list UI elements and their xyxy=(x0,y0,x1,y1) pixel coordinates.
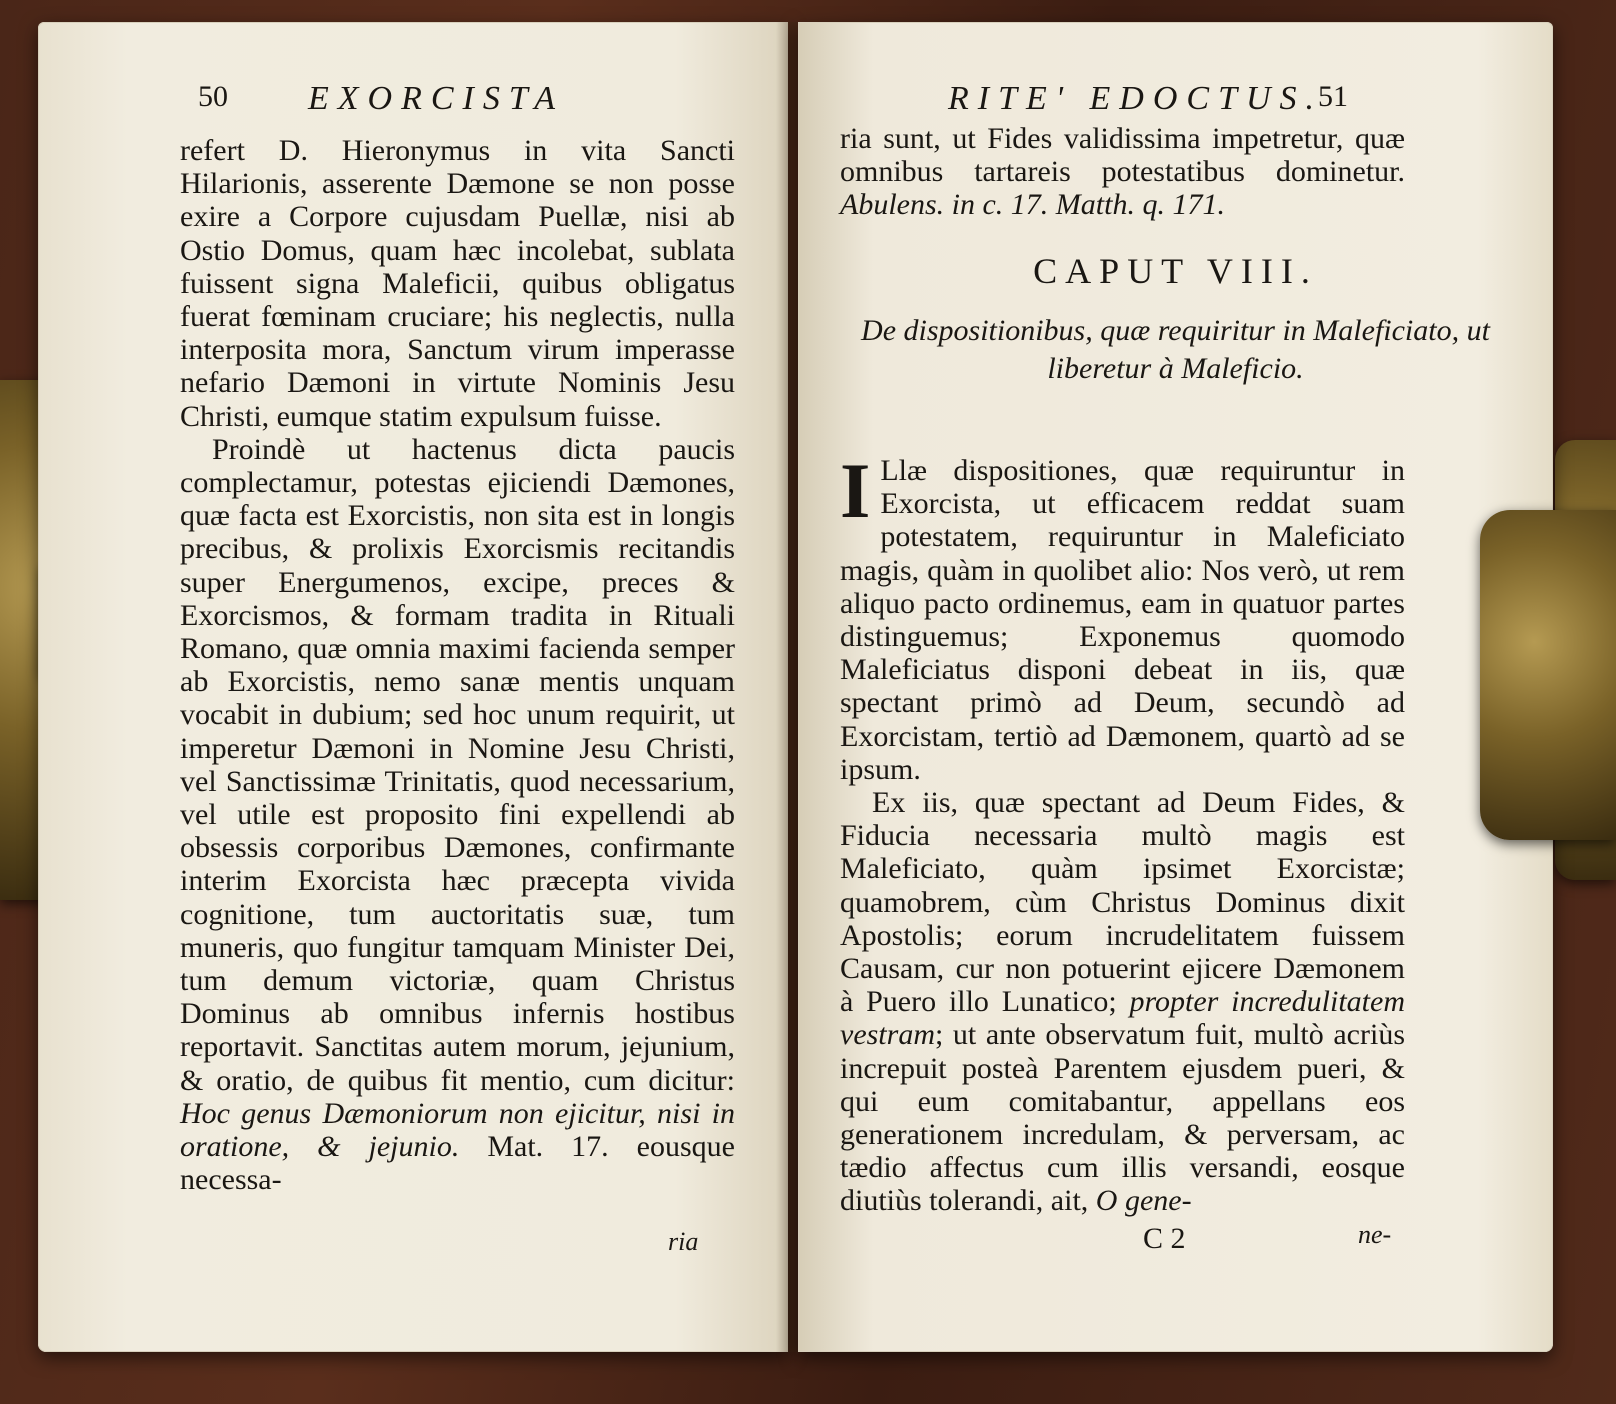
running-head-right: RITE' EDOCTUS. xyxy=(948,80,1324,117)
catchword-left: ria xyxy=(668,1227,699,1256)
chapter-title: CAPUT VIII. xyxy=(1033,251,1318,291)
open-book xyxy=(38,22,1553,1362)
left-paragraph-1: refert D. Hieronymus in vita Sancti Hilarionis, asserente Dæmone se non posse exire a Corpore cujusdam Puellæ, nisi ab Ostio Domus, quam hæc incolebat, sublata fuissent signa Maleficii, quibus obligatus fuerat fœminam cruciare; his neglectis, nulla interposita mora, Sanctum virum imperasse nefario Dæmoni in virtute Nominis Jesu Christi, eumque statim expulsum fuisse. xyxy=(180,134,735,433)
left-text-block xyxy=(180,134,735,1197)
page-number-left: 50 xyxy=(198,80,228,113)
right-paragraph-2: Ex iis, quæ spectant ad Deum Fides, & Fiducia necessaria multò magis est Maleficiato, quàm ipsimet Exorcistæ; quamobrem, cùm Christus Dominus dixit Apostolis; eorum incrudelitatem fuissem Causam, cur non potuerint ejicere Dæmonem à Puero illo Lunatico; propter incredulitatem vestram; ut ante observatum fuit, multò acriùs increpuit posteà Parentem ejusdem pueri, & qui eum comitabantur, appellans eos generationem incredulam, & perversam, ac tædio affectus cum illis versandi, eosque diutiùs tolerandi, ait, O gene- xyxy=(840,786,1405,1218)
right-page xyxy=(798,22,1553,1352)
right-last-italic: O gene- xyxy=(1095,1184,1192,1218)
left-page xyxy=(38,22,788,1352)
page-number-right: 51 xyxy=(1318,80,1348,113)
right-opening-text: ria sunt, ut Fides validissima impetretur, quæ omnibus tartareis potestatibus dominetur. Abulens. in c. 17. Matth. q. 171. xyxy=(840,122,1405,222)
right-text-block xyxy=(840,447,1405,1218)
signature-mark: C 2 xyxy=(1143,1222,1186,1255)
right-quote-italic: propter incredulitatem vestram xyxy=(840,985,1405,1052)
right-paragraph-1: I Llæ dispositiones, quæ requiruntur in Exorcista, ut efficacem reddat suam potestatem, requiruntur in Maleficiato magis, quàm in quolibet alio: Nos verò, ut rem aliquo pacto ordinemus, eam in quatuor partes distinguemus; Exponemus quomodo Maleficiatus disponi debeat in iis, quæ spectant primò ad Deum, secundò ad Exorcistam, tertiò ad Dæmonem, quartò ad se ipsum. xyxy=(840,447,1405,786)
catchword-right: ne- xyxy=(1358,1220,1392,1249)
brass-clasp-right xyxy=(1480,510,1616,840)
chapter-subtitle: De dispositionibus, quæ requiritur in Maleficiato, ut liberetur à Maleficio. xyxy=(861,314,1490,385)
left-citation: Mat. 17. eousque necessa- xyxy=(180,1130,735,1197)
right-opening-citation: Abulens. in c. 17. Matth. q. 171. xyxy=(840,188,1225,222)
running-head-left: EXORCISTA xyxy=(308,80,565,117)
right-opening-block xyxy=(840,122,1405,222)
left-quote-italic: Hoc genus Dæmoniorum non ejicitur, nisi in oratione, & jejunio. xyxy=(180,1096,735,1164)
left-paragraph-2: Proindè ut hactenus dicta paucis complectamur, potestas ejiciendi Dæmones, quæ facta est Exorcistis, non sita est in longis precibus, & prolixis Exorcismis recitandis super Energumenos, excipe, preces & Exorcismos, & formam tradita in Rituali Romano, quæ omnia maximi facienda semper ab Exorcistis, nemo sanæ mentis unquam vocabit in dubium; sed hoc unum requirit, ut imperetur Dæmoni in Nomine Jesu Christi, vel Sanctissimæ Trinitatis, quod necessarium, vel utile est proposito fini expellendi ab obsessis corporibus Dæmones, confirmante interim Exorcista hæc præcepta vivida cognitione, tum auctoritatis suæ, tum muneris, quo fungitur tamquam Minister Dei, tum demum victoriæ, quam Christus Dominus ab omnibus infernis hostibus reportavit. Sanctitas autem morum, jejunium, & oratio, de quibus fit mentio, cum dicitur: Hoc genus Dæmoniorum non ejicitur, nisi in oratione, & jejunio. Mat. 17. eousque necessa- xyxy=(180,432,735,1197)
dropcap: I xyxy=(840,447,871,534)
